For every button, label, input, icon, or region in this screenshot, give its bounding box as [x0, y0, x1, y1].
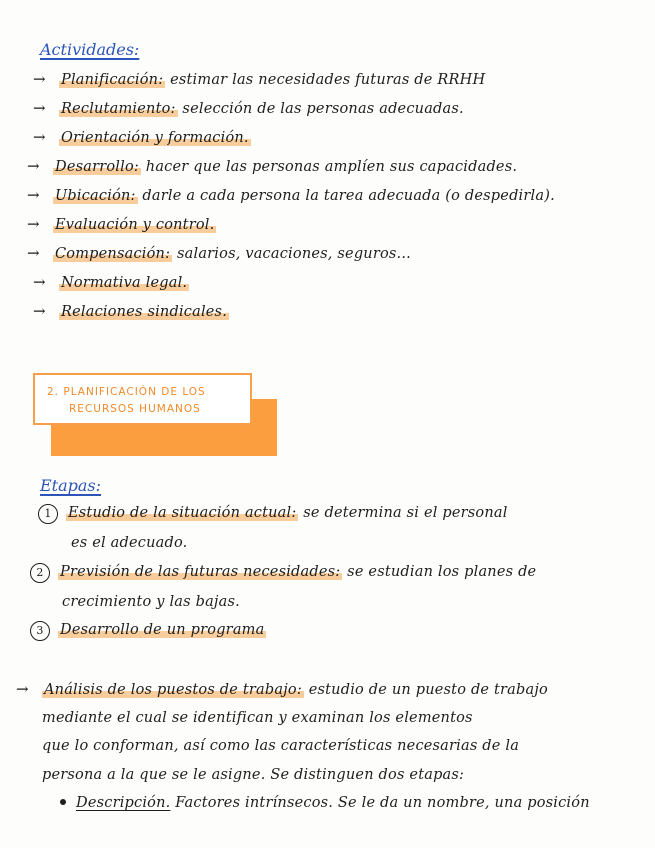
list-item — [33, 302, 229, 320]
section-title-line: 2. PLANIFICACIÓN DE LOS — [47, 386, 206, 398]
bullet-dot-icon — [60, 799, 66, 805]
section-title — [47, 384, 247, 418]
item-text: salarios, vacaciones, seguros... — [172, 246, 411, 262]
arrow-right-icon: → — [27, 215, 40, 233]
analisis-first-line — [16, 680, 548, 698]
list-item — [27, 157, 517, 175]
item-text: estimar las necesidades futuras de RRHH — [165, 72, 486, 88]
list-item — [33, 128, 251, 146]
item-term: Previsión de las futuras necesidades: — [60, 564, 341, 580]
section-title-line: RECURSOS HUMANOS — [69, 403, 201, 415]
item-term: Planificación: — [61, 72, 164, 88]
arrow-right-icon: → — [27, 157, 40, 175]
item-term: Desarrollo de un programa — [60, 622, 265, 638]
number-circle-icon: 2 — [30, 563, 50, 583]
list-item — [27, 186, 555, 204]
arrow-right-icon: → — [33, 302, 46, 320]
item-text: se estudian los planes de — [342, 564, 537, 580]
item-term: Estudio de la situación actual: — [68, 505, 297, 521]
item-term: Relaciones sindicales. — [61, 304, 228, 320]
arrow-right-icon: → — [33, 70, 46, 88]
item-term: Orientación y formación. — [61, 130, 249, 146]
list-item-continuation: es el adecuado. — [71, 535, 188, 551]
item-term: Análisis de los puestos de trabajo: — [44, 682, 302, 698]
arrow-right-icon: → — [16, 680, 29, 698]
item-term: Evaluación y control. — [55, 217, 215, 233]
item-term: Desarrollo: — [55, 159, 139, 175]
actividades-heading: Actividades: — [40, 40, 140, 59]
arrow-right-icon: → — [27, 244, 40, 262]
item-term: Compensación: — [55, 246, 171, 262]
item-term: Normativa legal. — [61, 275, 188, 291]
list-item — [33, 273, 189, 291]
analisis-line: persona a la que se le asigne. Se distinguen dos etapas: — [42, 767, 465, 783]
item-text: hacer que las personas amplíen sus capacidades. — [140, 159, 518, 175]
list-item-continuation: crecimiento y las bajas. — [62, 594, 240, 610]
item-text: selección de las personas adecuadas. — [177, 101, 464, 117]
number-circle-icon: 1 — [38, 504, 58, 524]
list-item — [30, 621, 266, 641]
arrow-right-icon: → — [33, 99, 46, 117]
item-term: Reclutamiento: — [61, 101, 176, 117]
analisis-line: mediante el cual se identifican y examinan los elementos — [42, 710, 473, 726]
item-term: Ubicación: — [55, 188, 136, 204]
list-item — [33, 70, 485, 88]
section-title-box — [33, 373, 252, 425]
etapas-heading: Etapas: — [40, 476, 102, 495]
item-text: estudio de un puesto de trabajo — [303, 682, 548, 698]
list-item — [30, 563, 536, 583]
analisis-line: que lo conforman, así como las características necesarias de la — [42, 738, 520, 754]
number-circle-icon: 3 — [30, 621, 50, 641]
arrow-right-icon: → — [33, 273, 46, 291]
list-item — [38, 504, 508, 524]
list-item — [33, 99, 464, 117]
item-text: se determina si el personal — [298, 505, 508, 521]
list-item — [27, 244, 411, 262]
arrow-right-icon: → — [27, 186, 40, 204]
list-item — [27, 215, 216, 233]
item-term: Descripción. — [76, 795, 171, 811]
bullet-item — [60, 795, 590, 811]
item-text: Factores intrínsecos. Se le da un nombre, una posición — [170, 795, 590, 811]
arrow-right-icon: → — [33, 128, 46, 146]
item-text: darle a cada persona la tarea adecuada (o despedirla). — [137, 188, 555, 204]
